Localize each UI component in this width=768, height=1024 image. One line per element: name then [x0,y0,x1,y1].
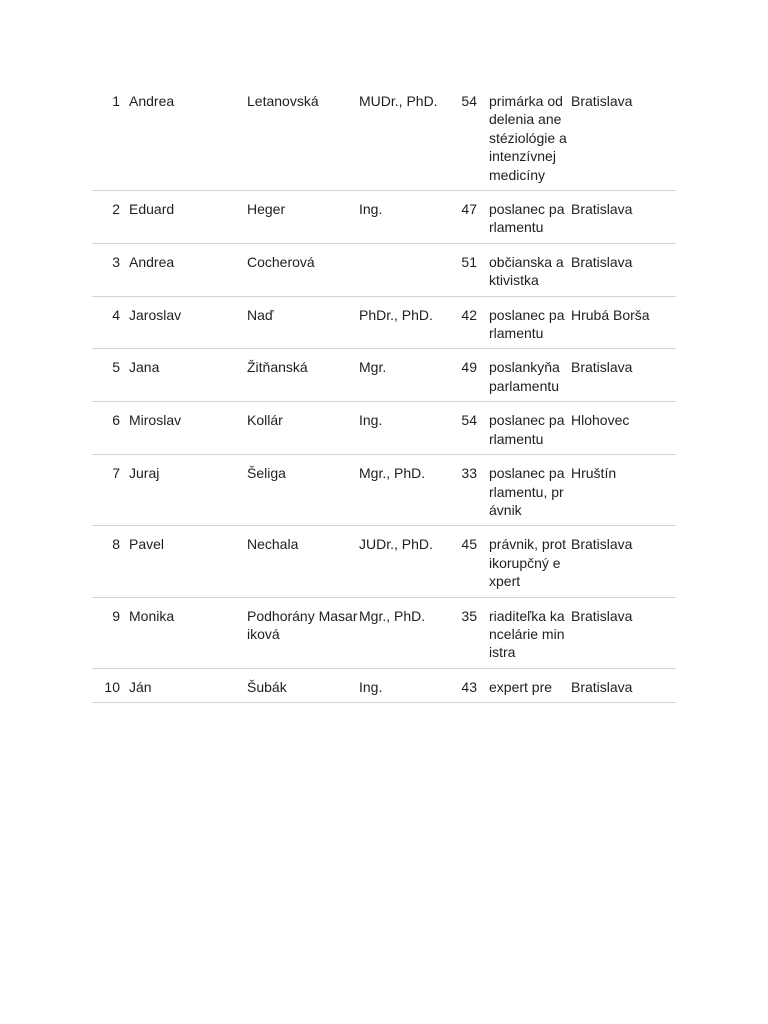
occupation: riaditeľka kancelárie ministra [489,597,571,668]
row-number: 2 [92,191,129,244]
occupation: poslanec parlamentu [489,191,571,244]
row-number: 3 [92,243,129,296]
table-row [92,296,676,349]
first-name: Pavel [129,526,247,597]
table-row [92,402,676,455]
candidate-table [92,83,676,703]
academic-title: Ing. [359,668,439,702]
age: 45 [439,526,489,597]
city: Bratislava [571,597,676,668]
row-number: 8 [92,526,129,597]
academic-title: Ing. [359,402,439,455]
academic-title: Mgr. [359,349,439,402]
row-number: 10 [92,668,129,702]
academic-title: MUDr., PhD. [359,83,439,191]
academic-title: JUDr., PhD. [359,526,439,597]
table-row [92,668,676,702]
age: 42 [439,296,489,349]
city: Hruštín [571,455,676,526]
table-row [92,597,676,668]
age: 47 [439,191,489,244]
occupation: poslanec parlamentu [489,402,571,455]
row-number: 9 [92,597,129,668]
last-name: Šubák [247,668,359,702]
age: 54 [439,402,489,455]
city: Hrubá Borša [571,296,676,349]
table-row [92,243,676,296]
last-name: Nechala [247,526,359,597]
table-row [92,526,676,597]
city: Bratislava [571,191,676,244]
table-row [92,83,676,191]
first-name: Andrea [129,83,247,191]
first-name: Miroslav [129,402,247,455]
first-name: Eduard [129,191,247,244]
table-row [92,455,676,526]
last-name: Cocherová [247,243,359,296]
row-number: 7 [92,455,129,526]
academic-title: Ing. [359,191,439,244]
occupation: expert pre [489,668,571,702]
last-name: Naď [247,296,359,349]
first-name: Juraj [129,455,247,526]
occupation: občianska aktivistka [489,243,571,296]
city: Bratislava [571,243,676,296]
academic-title: Mgr., PhD. [359,597,439,668]
age: 43 [439,668,489,702]
occupation: poslankyňa parlamentu [489,349,571,402]
row-number: 5 [92,349,129,402]
last-name: Podhorány Masariková [247,597,359,668]
city: Bratislava [571,83,676,191]
row-number: 1 [92,83,129,191]
occupation: poslanec parlamentu [489,296,571,349]
academic-title: PhDr., PhD. [359,296,439,349]
first-name: Monika [129,597,247,668]
age: 51 [439,243,489,296]
last-name: Šeliga [247,455,359,526]
occupation: poslanec parlamentu, právnik [489,455,571,526]
last-name: Heger [247,191,359,244]
city: Hlohovec [571,402,676,455]
city: Bratislava [571,349,676,402]
academic-title: Mgr., PhD. [359,455,439,526]
academic-title [359,243,439,296]
last-name: Žitňanská [247,349,359,402]
row-number: 4 [92,296,129,349]
city: Bratislava [571,526,676,597]
first-name: Jaroslav [129,296,247,349]
table-row [92,191,676,244]
age: 35 [439,597,489,668]
last-name: Kollár [247,402,359,455]
occupation: primárka oddelenia anestéziológie a intenzívnej medicíny [489,83,571,191]
first-name: Andrea [129,243,247,296]
city: Bratislava [571,668,676,702]
last-name: Letanovská [247,83,359,191]
first-name: Ján [129,668,247,702]
table-row [92,349,676,402]
first-name: Jana [129,349,247,402]
row-number: 6 [92,402,129,455]
age: 49 [439,349,489,402]
age: 33 [439,455,489,526]
occupation: právnik, protikorupčný expert [489,526,571,597]
age: 54 [439,83,489,191]
